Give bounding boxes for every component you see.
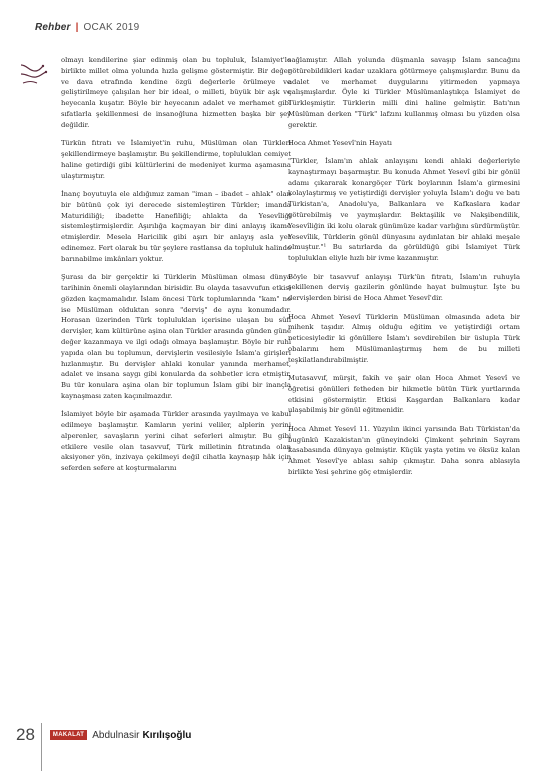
right-column	[288, 55, 520, 485]
magazine-brand: Rehber	[35, 21, 71, 33]
paragraph: İslamiyet böyle bir aşamada Türkler arasında yayılmaya ve kabul edilmeye başlamıştır. Kamların yerini veliler, alplerin yerini alperenler, savaşların yerini cihat seferleri almıştır. Bu gibi etkilere vesile olan tasavvuf, Türk milletinin fıtratında olan aksiyoner yön, inzivaya çekilmeyi değil cihatla kaynaşıp hâk için seferden sefere at koşturmalarını	[61, 410, 291, 473]
paragraph: "Türkler, İslam'ın ahlak anlayışını kendi ahlaki değerleriyle kaynaştırmayı başarmıştır. Bu konuda Ahmet Yesevî gibi bir gönül adamı çıkararak konargöçer Türk boylarının İslam'a girmesini kolaylaştırmış ve yetiştirdiği dervişler yoluyla İslam'ı doğu ve batı Türkistan'a, Anadolu'ya, Balkanlara ve Kafkaslara kadar götürebilmiş ve yaymışlardır. Bektaşilik ve Nakşibendilik, Yesevîliğin iki kolu olarak günümüze kadar varlığını sürdürmüştür. Yesevîlik, Türklerin gönül dünyasını aydınlatan bir ahlaki meşale olmuştur."¹ Bu satırlarda da görüldüğü gibi İslamiyet Türk topluluklan eliyle hızlı bir ivme kazanmıştır.	[288, 156, 520, 263]
section-badge: MAKALAT	[50, 730, 87, 740]
paragraph: Şurası da bir gerçektir ki Türklerin Müslüman olması dünya tarihinin önemli olaylarından birisidir. Bu olayda tasavvufun etkisi gözden kaçmamalıdır. İslam öncesi Türk toplumlarında "kam" ne ise Müslüman olduktan sonra "derviş" de aynı konumdadır. Horasan üzerinden Türk topluluklan içerisine ulaşan bu sûfi dervişler, kam kültürüne aşina olan Türkler arasında günden güne değer kazanmaya ve ilgi odağı olmaya başlamıştır. Böyle bir ruhi yapıda olan bu toplumun, dervişlerin vesilesiyle İslam'a girişleri hızlanmıştır. Bu dervişler ahlaki konular yanında merhamet, adalet ve insana saygı gibi konularda da sohbetler icra etmiştir. Bu tür konulara aşina olan bir toplumun İslam gibi bir inançla kaynaşması zaten kaçınılmazdır.	[61, 273, 291, 400]
issue-date: OCAK 2019	[83, 21, 140, 33]
paragraph: Mutasavvıf, mürşit, fakih ve şair olan Hoca Ahmet Yesevî ve öğretisi gönülleri fetheden bir hikmetle bütün Türk yurtlarında etkisini göstermiştir. Etkisi Kaşgardan Balkanlara kadar ulaşabilmiş bir gönül eğitmenidir.	[288, 374, 520, 415]
page-number: 28	[16, 725, 35, 744]
page-header	[35, 20, 140, 34]
header-separator: |	[75, 21, 79, 33]
left-column	[61, 55, 291, 482]
paragraph: Hoca Ahmet Yesevî Türklerin Müslüman olmasında adeta bir mihenk taşıdır. Almış olduğu eğitim ve yetiştirdiği ortam neticesiyledir ki gönüllere İslam'ı sevdirebilen bir üslupla Türk obalarını hem Müslümanlaştırmış hem de bu milleti teşkilatlandırabilmiştir.	[288, 312, 520, 364]
footer-divider	[41, 723, 42, 771]
page-footer	[16, 724, 191, 746]
section-heading: Hoca Ahmet Yesevî'nin Hayatı	[288, 139, 392, 148]
paragraph: Böyle bir tasavvuf anlayışı Türk'ün fıtratı, İslam'ın ruhuyla şekillenen derviş gazilerin gönlünde hayat bulmuştur. İşte bu dervişlerden birisi de Hoca Ahmet Yesevî'dir.	[288, 272, 520, 303]
decorative-corner-flourish-icon	[19, 62, 49, 86]
author-first-name: Abdulnasir	[92, 729, 140, 741]
paragraph: Türkün fıtratı ve İslamiyet'in ruhu, Müslüman olan Türkleri şekillendirmeye başlamıştır. Bu şekillendirme, topluluklan cemiyet haline getirdiği gibi kültürlerini de medeniyet kurma aşamasına ulaştırmıştır.	[61, 139, 291, 180]
paragraph: sağlamıştır. Allah yolunda düşmanla savaşıp İslam sancağını götürebildikleri kadar uzaklara götürmeye çalışmışlardır. Bunu da adalet ve merhamet duygularını yitirmeden yapmaya çalışmışlardır. Öyle ki Türkler Müslümanlaştıkça İslamiyet de Türkleşmiştir. Türklerin milli dini haline gelmiştir. Batı'nın Müslüman derken "Türk" lafzını kullanmış olması bu yüzden olsa gerektir.	[288, 56, 520, 129]
author-last-name: Kırılışoğlu	[142, 729, 192, 741]
paragraph: İnanç boyutuyla ele aldığımız zaman "iman – ibadet – ahlak" olan bir bütünü çok iyi derecede sistemleştiren Türkler; imanda Maturidiliği; ibadette Hanefiliği; ahlakta da Yesevîliği sistemleştirmişlerdir. Aşırılığa kaçmayan bir dini anlayış ikame etmişlerdir. Mesela Haricilik gibi aşırı bir anlayış asla yer edinemez. Fert olarak bu tür şeylere rastlansa da topluluk halinde barınabilme imkânları yoktur.	[61, 189, 291, 263]
paragraph: Hoca Ahmet Yesevî 11. Yüzyılın ikinci yarısında Batı Türkistan'da bugünkü Kazakistan'ın güneyindeki Çimkent şehrinin Sayram kasabasında dünyaya gelmiştir. Küçük yaşta yetim ve öksüz kalan Ahmet Yesevî'ye ablası sahip çıkmıştır. Daha sonra ablasıyla birlikte Yesi şehrine göç etmişlerdir.	[288, 424, 520, 477]
paragraph: olmayı kendilerine şiar edinmiş olan bu topluluk, İslamiyet'le birlikte millet olma yolunda hızla gelişme göstermiştir. Bir değer ve dava etrafında kendine özgü değerlerle örülmeye ve geliştirilmeye çalışılan her bir ideal, o milleti, büyük bir aşk ve heyecanla kuşatır. Böyle bir heyecanın adalet ve merhamet gibi sıfatlarla şekillenmesi de insanoğluna hizmetten başka bir şey değildir.	[61, 56, 291, 129]
